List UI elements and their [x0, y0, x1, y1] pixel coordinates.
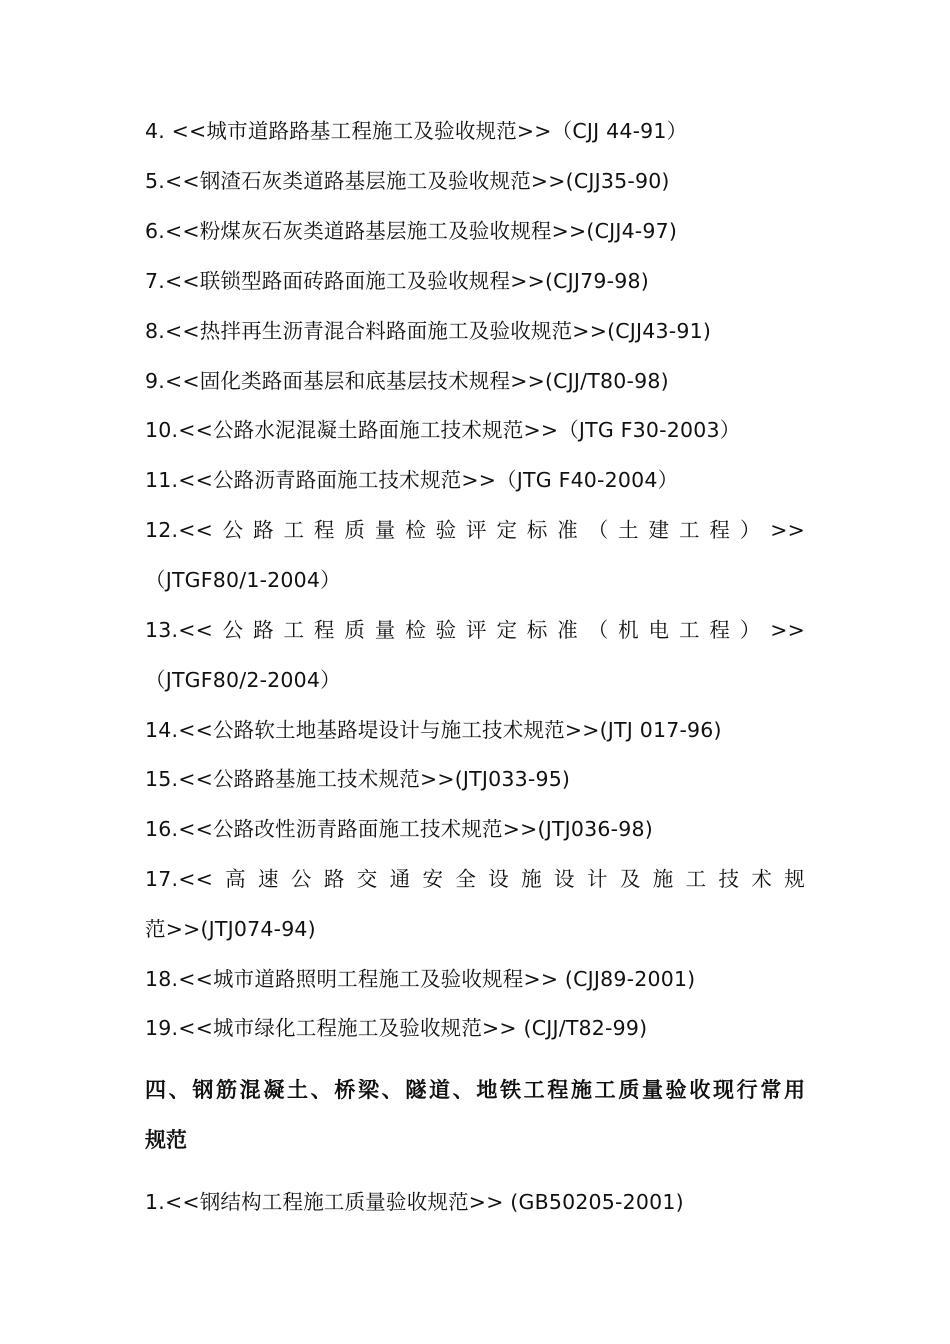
list-item: 14.<<公路软土地基路堤设计与施工技术规范>>(JTJ 017-96): [145, 718, 722, 742]
list-item-continuation: （JTGF80/2-2004）: [145, 668, 341, 692]
list-item: 6.<<粉煤灰石灰类道路基层施工及验收规程>>(CJJ4-97): [145, 219, 678, 243]
list-item-continuation: （JTGF80/1-2004）: [145, 568, 341, 592]
list-item: 19.<<城市绿化工程施工及验收规范>> (CJJ/T82-99): [145, 1016, 648, 1040]
list-item: 15.<<公路路基施工技术规范>>(JTJ033-95): [145, 767, 571, 791]
list-item: 9.<<固化类路面基层和底基层技术规程>>(CJJ/T80-98): [145, 369, 669, 393]
list-item: 7.<<联锁型路面砖路面施工及验收规程>>(CJJ79-98): [145, 269, 649, 293]
list-item: 4. <<城市道路路基工程施工及验收规范>>（CJJ 44-91）: [145, 119, 688, 143]
list-item: 17.<<高速公路交通安全设施设计及施工技术规: [145, 867, 805, 891]
list-item: 10.<<公路水泥混凝土路面施工技术规范>>（JTG F30-2003）: [145, 418, 741, 442]
list-item: 5.<<钢渣石灰类道路基层施工及验收规范>>(CJJ35-90): [145, 169, 670, 193]
list-item: 13.<<公路工程质量检验评定标准（机电工程）>>: [145, 618, 805, 642]
list-item: 1.<<钢结构工程施工质量验收规范>> (GB50205-2001): [145, 1190, 684, 1214]
section-heading: 四、钢筋混凝土、桥梁、隧道、地铁工程施工质量验收现行常用: [145, 1078, 805, 1102]
list-item: 18.<<城市道路照明工程施工及验收规程>> (CJJ89-2001): [145, 967, 696, 991]
list-item: 8.<<热拌再生沥青混合料路面施工及验收规范>>(CJJ43-91): [145, 319, 712, 343]
list-item: 12.<<公路工程质量检验评定标准（土建工程）>>: [145, 518, 805, 542]
list-item-continuation: 范>>(JTJ074-94): [145, 917, 316, 941]
list-item: 11.<<公路沥青路面施工技术规范>>（JTG F40-2004）: [145, 468, 679, 492]
section-heading-continuation: 规范: [145, 1128, 187, 1152]
list-item: 16.<<公路改性沥青路面施工技术规范>>(JTJ036-98): [145, 817, 653, 841]
